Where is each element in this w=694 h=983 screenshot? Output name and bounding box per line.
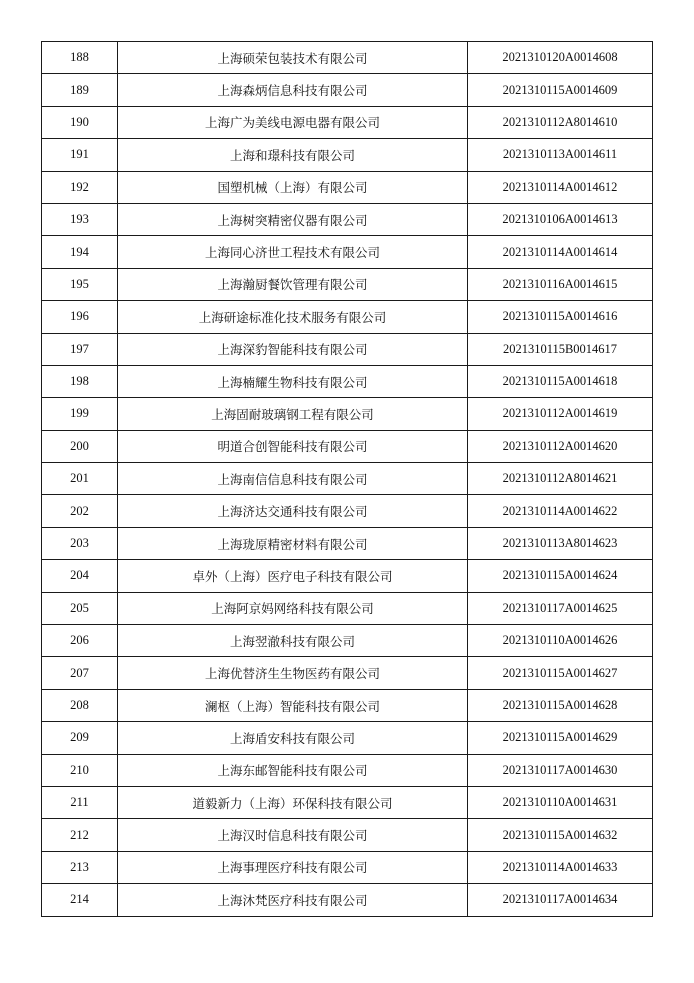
company-name-cell: 上海瀚厨餐饮管理有限公司 bbox=[118, 268, 468, 300]
company-name-cell: 上海深豹智能科技有限公司 bbox=[118, 333, 468, 365]
company-name-cell: 上海树突精密仪器有限公司 bbox=[118, 203, 468, 235]
row-number-cell: 207 bbox=[42, 657, 118, 689]
table-row bbox=[42, 203, 653, 235]
table-row bbox=[42, 106, 653, 138]
row-number-cell: 198 bbox=[42, 365, 118, 397]
company-name-cell: 上海阿京妈网络科技有限公司 bbox=[118, 592, 468, 624]
company-name-cell: 上海优替济生生物医药有限公司 bbox=[118, 657, 468, 689]
registration-code-cell: 2021310115A0014618 bbox=[468, 365, 653, 397]
registration-code-cell: 2021310115A0014632 bbox=[468, 819, 653, 851]
table-row bbox=[42, 430, 653, 462]
row-number-cell: 189 bbox=[42, 74, 118, 106]
registration-code-cell: 2021310113A8014623 bbox=[468, 527, 653, 559]
table-row bbox=[42, 365, 653, 397]
registration-code-cell: 2021310114A0014612 bbox=[468, 171, 653, 203]
registration-code-cell: 2021310117A0014634 bbox=[468, 884, 653, 916]
table-row bbox=[42, 42, 653, 74]
row-number-cell: 204 bbox=[42, 560, 118, 592]
table-row bbox=[42, 786, 653, 818]
registration-code-cell: 2021310114A0014633 bbox=[468, 851, 653, 883]
company-name-cell: 上海沐梵医疗科技有限公司 bbox=[118, 884, 468, 916]
company-name-cell: 上海事理医疗科技有限公司 bbox=[118, 851, 468, 883]
registration-code-cell: 2021310115A0014627 bbox=[468, 657, 653, 689]
registration-code-cell: 2021310115B0014617 bbox=[468, 333, 653, 365]
company-name-cell: 上海东邮智能科技有限公司 bbox=[118, 754, 468, 786]
company-name-cell: 上海翌澈科技有限公司 bbox=[118, 625, 468, 657]
registration-code-cell: 2021310115A0014624 bbox=[468, 560, 653, 592]
company-name-cell: 上海南信信息科技有限公司 bbox=[118, 463, 468, 495]
table-row bbox=[42, 495, 653, 527]
table-row bbox=[42, 236, 653, 268]
company-name-cell: 上海济达交通科技有限公司 bbox=[118, 495, 468, 527]
registration-code-cell: 2021310112A8014621 bbox=[468, 463, 653, 495]
row-number-cell: 190 bbox=[42, 106, 118, 138]
company-name-cell: 上海研途标准化技术服务有限公司 bbox=[118, 301, 468, 333]
registry-table-body bbox=[42, 42, 653, 917]
table-row bbox=[42, 884, 653, 916]
row-number-cell: 201 bbox=[42, 463, 118, 495]
registration-code-cell: 2021310115A0014609 bbox=[468, 74, 653, 106]
row-number-cell: 206 bbox=[42, 625, 118, 657]
company-name-cell: 国塑机械（上海）有限公司 bbox=[118, 171, 468, 203]
row-number-cell: 192 bbox=[42, 171, 118, 203]
table-row bbox=[42, 851, 653, 883]
company-name-cell: 道毅新力（上海）环保科技有限公司 bbox=[118, 786, 468, 818]
company-name-cell: 卓外（上海）医疗电子科技有限公司 bbox=[118, 560, 468, 592]
registration-code-cell: 2021310120A0014608 bbox=[468, 42, 653, 74]
row-number-cell: 195 bbox=[42, 268, 118, 300]
table-row bbox=[42, 301, 653, 333]
table-row bbox=[42, 657, 653, 689]
company-registry-table bbox=[41, 41, 653, 917]
table-row bbox=[42, 463, 653, 495]
registration-code-cell: 2021310114A0014614 bbox=[468, 236, 653, 268]
row-number-cell: 211 bbox=[42, 786, 118, 818]
company-name-cell: 上海固耐玻璃钢工程有限公司 bbox=[118, 398, 468, 430]
row-number-cell: 210 bbox=[42, 754, 118, 786]
row-number-cell: 193 bbox=[42, 203, 118, 235]
registration-code-cell: 2021310115A0014628 bbox=[468, 689, 653, 721]
registration-code-cell: 2021310112A0014619 bbox=[468, 398, 653, 430]
row-number-cell: 188 bbox=[42, 42, 118, 74]
row-number-cell: 208 bbox=[42, 689, 118, 721]
table-row bbox=[42, 74, 653, 106]
row-number-cell: 196 bbox=[42, 301, 118, 333]
table-row bbox=[42, 592, 653, 624]
registration-code-cell: 2021310114A0014622 bbox=[468, 495, 653, 527]
registration-code-cell: 2021310110A0014626 bbox=[468, 625, 653, 657]
table-row bbox=[42, 333, 653, 365]
table-row bbox=[42, 139, 653, 171]
table-row bbox=[42, 268, 653, 300]
row-number-cell: 209 bbox=[42, 722, 118, 754]
company-name-cell: 上海同心济世工程技术有限公司 bbox=[118, 236, 468, 268]
row-number-cell: 191 bbox=[42, 139, 118, 171]
table-row bbox=[42, 171, 653, 203]
registration-code-cell: 2021310117A0014630 bbox=[468, 754, 653, 786]
table-row bbox=[42, 625, 653, 657]
table-row bbox=[42, 689, 653, 721]
table-row bbox=[42, 398, 653, 430]
table-row bbox=[42, 754, 653, 786]
row-number-cell: 205 bbox=[42, 592, 118, 624]
company-name-cell: 上海珑原精密材料有限公司 bbox=[118, 527, 468, 559]
company-name-cell: 上海硕荣包装技术有限公司 bbox=[118, 42, 468, 74]
company-name-cell: 上海森炳信息科技有限公司 bbox=[118, 74, 468, 106]
registration-code-cell: 2021310115A0014629 bbox=[468, 722, 653, 754]
row-number-cell: 213 bbox=[42, 851, 118, 883]
row-number-cell: 202 bbox=[42, 495, 118, 527]
row-number-cell: 200 bbox=[42, 430, 118, 462]
registration-code-cell: 2021310112A8014610 bbox=[468, 106, 653, 138]
row-number-cell: 197 bbox=[42, 333, 118, 365]
company-name-cell: 上海广为美线电源电器有限公司 bbox=[118, 106, 468, 138]
row-number-cell: 214 bbox=[42, 884, 118, 916]
registration-code-cell: 2021310110A0014631 bbox=[468, 786, 653, 818]
company-name-cell: 明道合创智能科技有限公司 bbox=[118, 430, 468, 462]
row-number-cell: 212 bbox=[42, 819, 118, 851]
row-number-cell: 203 bbox=[42, 527, 118, 559]
registration-code-cell: 2021310117A0014625 bbox=[468, 592, 653, 624]
company-name-cell: 上海楠耀生物科技有限公司 bbox=[118, 365, 468, 397]
registration-code-cell: 2021310115A0014616 bbox=[468, 301, 653, 333]
registration-code-cell: 2021310112A0014620 bbox=[468, 430, 653, 462]
row-number-cell: 194 bbox=[42, 236, 118, 268]
company-name-cell: 上海和璟科技有限公司 bbox=[118, 139, 468, 171]
company-name-cell: 澜枢（上海）智能科技有限公司 bbox=[118, 689, 468, 721]
registration-code-cell: 2021310116A0014615 bbox=[468, 268, 653, 300]
registration-code-cell: 2021310113A0014611 bbox=[468, 139, 653, 171]
table-row bbox=[42, 560, 653, 592]
table-row bbox=[42, 527, 653, 559]
table-row bbox=[42, 722, 653, 754]
row-number-cell: 199 bbox=[42, 398, 118, 430]
company-name-cell: 上海汉时信息科技有限公司 bbox=[118, 819, 468, 851]
table-row bbox=[42, 819, 653, 851]
company-name-cell: 上海盾安科技有限公司 bbox=[118, 722, 468, 754]
registration-code-cell: 2021310106A0014613 bbox=[468, 203, 653, 235]
